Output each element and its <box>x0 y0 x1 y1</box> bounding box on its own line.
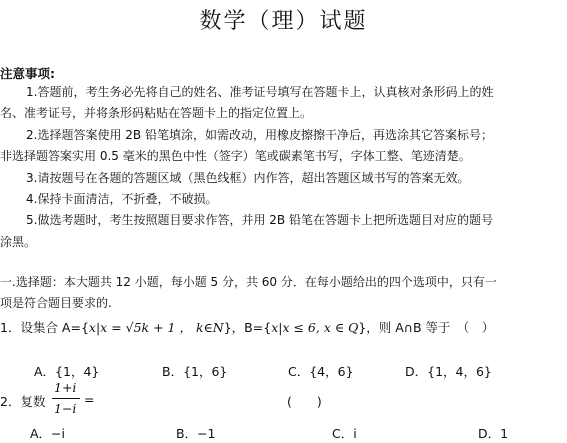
q2-option-b: B．−1 <box>176 426 216 441</box>
notice-line-6: 4.保持卡面清洁，不折叠，不破损。 <box>26 192 218 206</box>
q2-denominator: 1−i <box>54 401 77 416</box>
section1-intro-line1: 一.选择题：本大题共 12 小题，每小题 5 分，共 60 分．在每小题给出的四个选项中，只有一 <box>0 275 497 289</box>
notice-line-3: 2.选择题答案使用 2B 铅笔填涂，如需改动，用橡皮擦擦干净后，再选涂其它答案标号； <box>26 128 493 142</box>
q2-numerator: 1+i <box>54 380 77 395</box>
page-title: 数学（理）试题 <box>199 9 368 34</box>
q1-option-a: A．{1，4} <box>34 364 100 379</box>
notice-line-7: 5.做选考题时，考生按照题目要求作答，并用 2B 铅笔在答题卡上把所选题目对应的题号 <box>26 213 493 227</box>
q1-suffix: }，则 A∩B 等于 （ ） <box>358 320 495 335</box>
q2-option-d: D．1 <box>478 426 509 441</box>
q2-equals: = <box>84 392 95 407</box>
q1-prefix: 1．设集合 A={ <box>0 320 89 335</box>
q2-prefix: 2．复数 <box>0 394 46 409</box>
question-1 <box>0 318 494 336</box>
q1-option-d: D．{1，4，6} <box>405 364 492 379</box>
q2-option-c: C．i <box>332 426 357 441</box>
q2-answer-paren: ( ) <box>287 394 322 409</box>
notice-line-2: 名、准考证号，并将条形码粘贴在答题卡上的指定位置上。 <box>0 106 313 120</box>
notice-line-8: 涂黑。 <box>0 235 37 249</box>
notice-line-1: 1.答题前，考生务必先将自己的姓名、准考证号填写在答题卡上，认真核对条形码上的姓 <box>26 85 494 99</box>
q2-fraction <box>52 380 82 418</box>
q2-option-a: A．−i <box>30 426 65 441</box>
q1-set-a: x|x = √5k + 1 ， k∈N <box>88 320 224 335</box>
q1-middle: }，B={ <box>223 320 272 335</box>
q1-set-b: x|x ≤ 6, x ∈ Q <box>271 320 359 335</box>
q1-option-c: C．{4，6} <box>288 364 354 379</box>
notice-heading: 注意事项: <box>0 66 55 81</box>
q1-option-b: B．{1，6} <box>162 364 228 379</box>
notice-line-5: 3.请按题号在各题的答题区域（黑色线框）内作答，超出答题区域书写的答案无效。 <box>26 171 470 185</box>
notice-line-4: 非选择题答案实用 0.5 毫米的黑色中性（签字）笔或碳素笔书写，字体工整、笔迹清楚。 <box>0 149 471 163</box>
section1-intro-line2: 项是符合题目要求的. <box>0 296 112 310</box>
fraction-bar <box>52 398 80 399</box>
